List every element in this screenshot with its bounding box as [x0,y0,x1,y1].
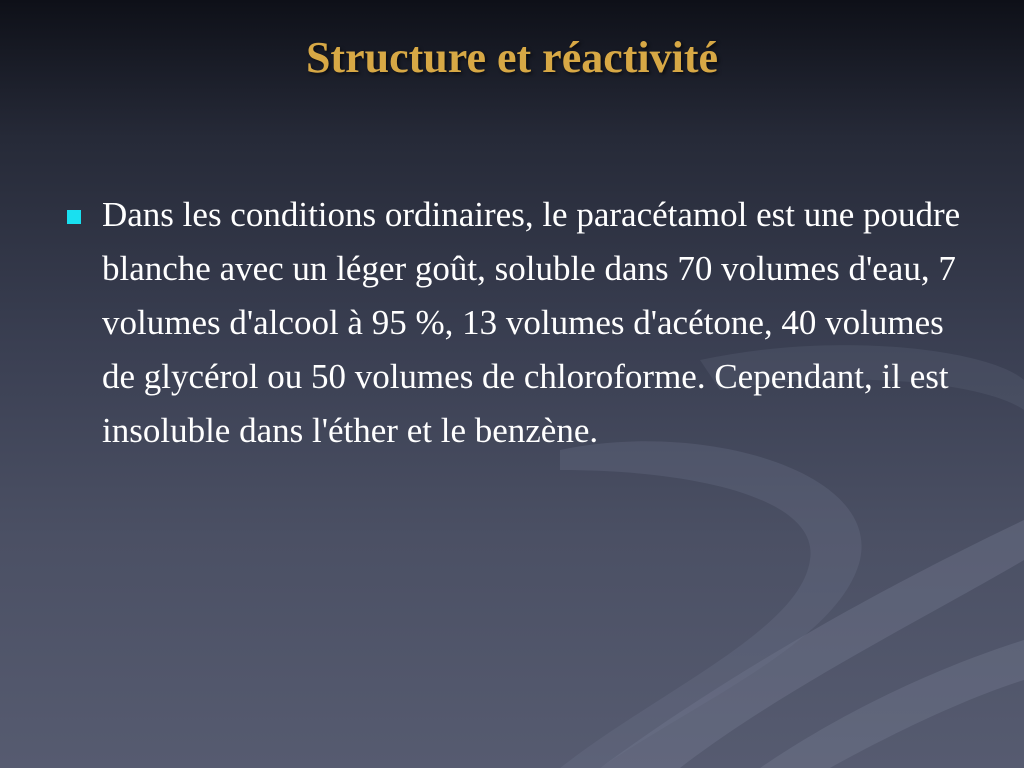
bullet-item [60,188,980,458]
square-bullet-icon [67,210,81,224]
bullet-text: Dans les conditions ordinaires, le paracétamol est une poudre blanche avec un léger goût, soluble dans 70 volumes d'eau, 7 volumes d'alcool à 95 %, 13 volumes d'acétone, 40 volumes de glycérol ou 50 volumes de chloroforme. Cependant, il est insoluble dans l'éther et le benzène. [102,195,961,450]
slide-title: Structure et réactivité [305,33,719,82]
bullet-list [60,188,980,458]
